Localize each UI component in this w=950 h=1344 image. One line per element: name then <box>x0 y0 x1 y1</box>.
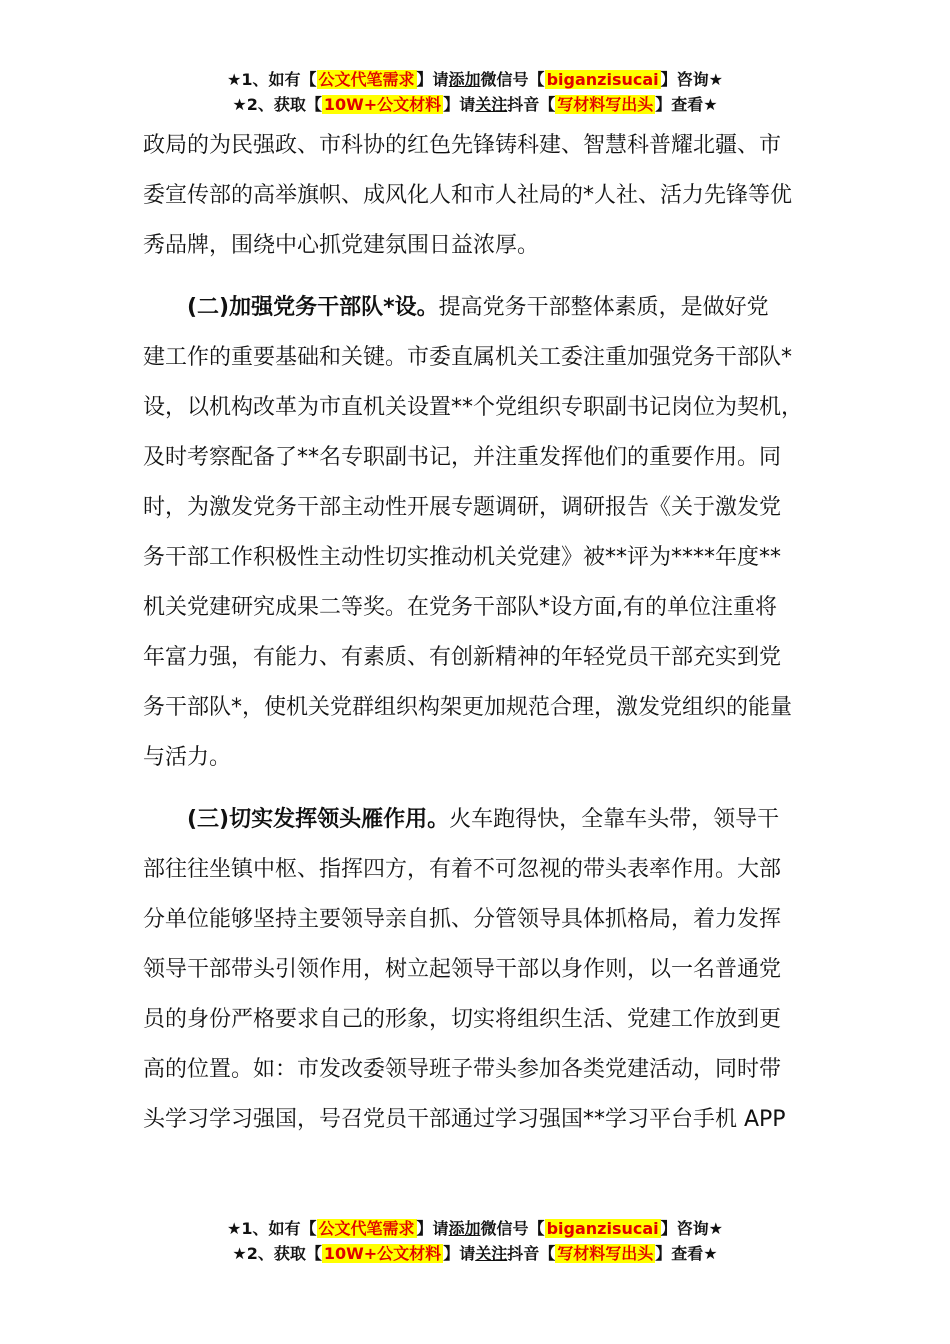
promo-text: 】咨询★ <box>660 70 723 89</box>
promo-text: ★2、获取【 <box>232 95 322 114</box>
footer-promo-banner <box>0 1216 950 1266</box>
body-line: 高的位置。如：市发改委领导班子带头参加各类党建活动，同时带 <box>143 1057 782 1082</box>
body-line: 头学习学习强国，号召党员干部通过学习强国**学习平台手机 APP <box>143 1107 786 1132</box>
body-text: 提高党务干部整体素质，是做好党 <box>438 295 769 320</box>
promo-text: 】请 <box>443 1244 476 1263</box>
promo-text: 】咨询★ <box>660 1219 723 1238</box>
promo-text: 微信号【 <box>480 70 545 89</box>
section-2-first-line <box>143 283 813 333</box>
promo-emphasis: 添加 <box>448 70 481 89</box>
promo-highlight: 10W+公文材料 <box>323 95 442 114</box>
body-line: 务干部工作积极性主动性切实推动机关党建》被**评为****年度** <box>143 545 782 570</box>
promo-text: 抖音【 <box>507 95 556 114</box>
promo-text: 】请 <box>443 95 476 114</box>
body-line: 员的身份严格要求自己的形象，切实将组织生活、党建工作放到更 <box>143 1007 782 1032</box>
body-line: 秀品牌，围绕中心抓党建氛围日益浓厚。 <box>143 233 540 258</box>
body-line: 时，为激发党务干部主动性开展专题调研，调研报告《关于激发党 <box>143 495 782 520</box>
body-line: 与活力。 <box>143 745 232 770</box>
promo-emphasis: 添加 <box>448 1219 481 1238</box>
promo-text: 】查看★ <box>655 95 718 114</box>
section-3-heading: (三)切实发挥领头雁作用。 <box>187 807 450 832</box>
section-3-first-line <box>143 795 813 845</box>
document-body <box>143 121 813 1145</box>
promo-highlight: 写材料写出头 <box>557 95 654 114</box>
promo-text: 微信号【 <box>480 1219 545 1238</box>
promo-text: ★1、如有【 <box>227 1219 317 1238</box>
body-line: 部往往坐镇中枢、指挥四方，有着不可忽视的带头表率作用。大部 <box>143 857 782 882</box>
header-promo-banner <box>0 67 950 117</box>
promo-text: 抖音【 <box>507 1244 556 1263</box>
promo-line-1 <box>0 1216 950 1241</box>
section-2-heading: (二)加强党务干部队*设。 <box>187 295 439 320</box>
body-line: 分单位能够坚持主要领导亲自抓、分管领导具体抓格局，着力发挥 <box>143 907 782 932</box>
promo-text: 】请 <box>416 70 449 89</box>
body-line: 机关党建研究成果二等奖。在党务干部队*设方面,有的单位注重将 <box>143 595 777 620</box>
promo-emphasis: 关注 <box>475 95 508 114</box>
promo-text: 】查看★ <box>655 1244 718 1263</box>
promo-highlight: biganzisucai <box>546 70 659 89</box>
body-line: 年富力强，有能力、有素质、有创新精神的年轻党员干部充实到党 <box>143 645 782 670</box>
body-line: 设，以机构改革为市直机关设置**个党组织专职副书记岗位为契机， <box>143 395 804 420</box>
body-line: 委宣传部的高举旗帜、成风化人和市人社局的*人社、活力先锋等优 <box>143 183 793 208</box>
promo-text: ★2、获取【 <box>232 1244 322 1263</box>
body-line: 务干部队*，使机关党群组织构架更加规范合理，激发党组织的能量 <box>143 695 793 720</box>
promo-highlight: 公文代笔需求 <box>318 1219 415 1238</box>
body-line: 政局的为民强政、市科协的红色先锋铸科建、智慧科普耀北疆、市 <box>143 133 782 158</box>
body-line: 领导干部带头引领作用，树立起领导干部以身作则，以一名普通党 <box>143 957 782 982</box>
promo-highlight: 公文代笔需求 <box>318 70 415 89</box>
body-line: 建工作的重要基础和关键。市委直属机关工委注重加强党务干部队* <box>143 345 793 370</box>
body-line: 及时考察配备了**名专职副书记，并注重发挥他们的重要作用。同 <box>143 445 782 470</box>
promo-highlight: 10W+公文材料 <box>323 1244 442 1263</box>
promo-highlight: 写材料写出头 <box>557 1244 654 1263</box>
promo-line-2 <box>0 92 950 117</box>
promo-text: 】请 <box>416 1219 449 1238</box>
promo-line-2 <box>0 1241 950 1266</box>
body-text: 火车跑得快，全靠车头带，领导干 <box>449 807 780 832</box>
promo-line-1 <box>0 67 950 92</box>
promo-text: ★1、如有【 <box>227 70 317 89</box>
promo-emphasis: 关注 <box>475 1244 508 1263</box>
promo-highlight: biganzisucai <box>546 1219 659 1238</box>
